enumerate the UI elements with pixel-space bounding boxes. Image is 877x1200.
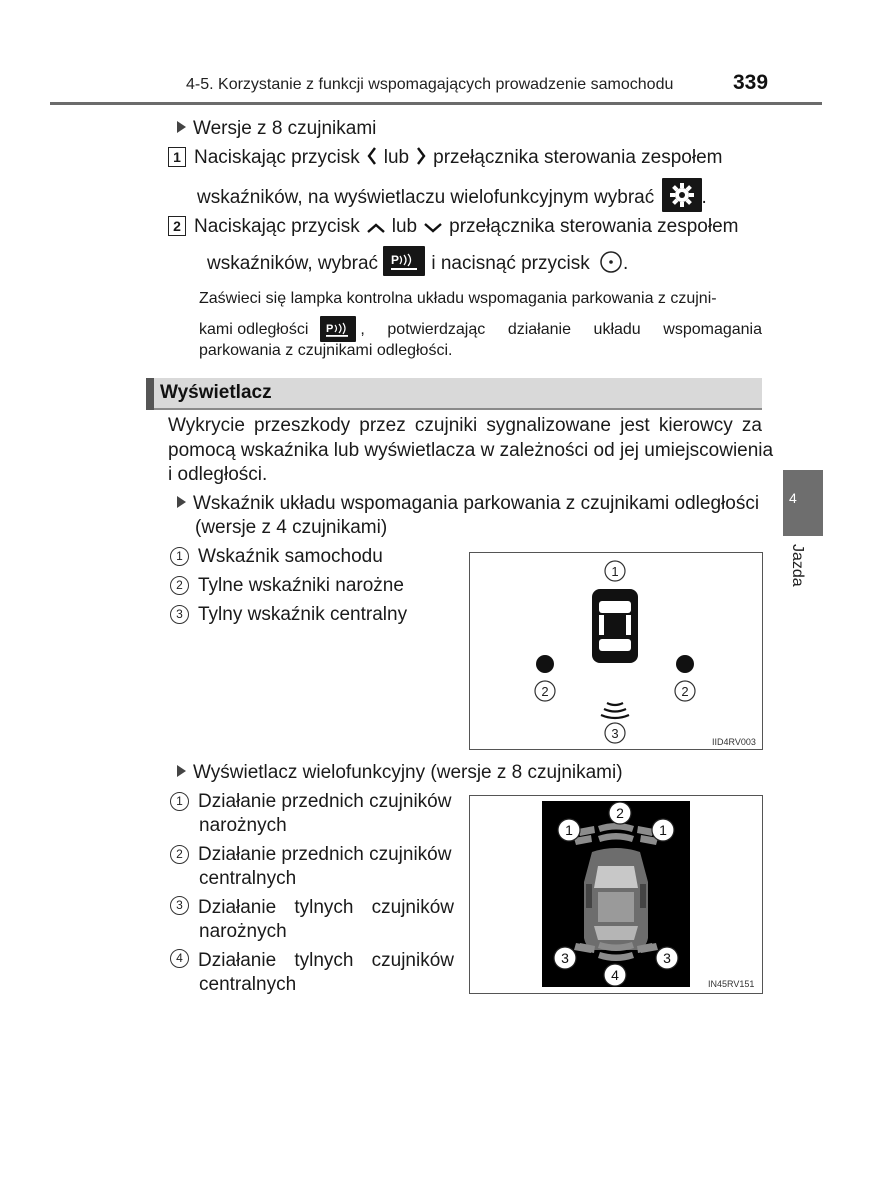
callout-number: 2 xyxy=(170,576,189,595)
parking-sensor-icon xyxy=(320,316,356,342)
svg-text:P: P xyxy=(391,253,400,267)
header-rule xyxy=(50,102,822,105)
multi-display-figure xyxy=(469,795,763,994)
callout-number: 1 xyxy=(170,792,189,811)
settings-gear-icon xyxy=(662,178,702,212)
step-number: 2 xyxy=(168,216,186,236)
callout-number: 4 xyxy=(611,967,619,983)
callout-number: 1 xyxy=(611,564,619,579)
note-line1: Zaświeci się lampka kontrolna układu wspomagania parkowania z czujni- xyxy=(199,290,717,307)
chapter-label: Jazda xyxy=(789,544,806,587)
display-item: 1 Działanie przednich czujników xyxy=(170,790,451,813)
callout-number: 1 xyxy=(565,822,573,838)
section-title: Wyświetlacz xyxy=(160,382,272,403)
ok-button-icon xyxy=(599,250,623,274)
chevron-left-icon xyxy=(366,146,378,166)
callout-number: 2 xyxy=(170,845,189,864)
display-item: 2 Działanie przednich czujników xyxy=(170,843,451,866)
callout-number: 1 xyxy=(659,822,667,838)
figure-code: IID4RV003 xyxy=(712,737,756,747)
step1-line2: wskaźników, na wyświetlaczu wielofunkcyjnym wybrać . xyxy=(197,181,707,215)
callout-number: 4 xyxy=(170,949,189,968)
display-item: 3 Działanie tylnych czujników xyxy=(170,896,454,919)
callout-number: 2 xyxy=(681,684,689,699)
chevron-up-icon xyxy=(366,221,386,235)
intro-line3: i odległości. xyxy=(168,464,268,485)
step-number: 1 xyxy=(168,147,186,167)
triangle-bullet-icon xyxy=(177,121,186,133)
section-marker xyxy=(146,378,154,410)
indicator-item: 3 Tylny wskaźnik centralny xyxy=(170,603,407,626)
figure-code: IN45RV151 xyxy=(708,979,755,989)
svg-text:P: P xyxy=(326,323,334,335)
indicator-item: 1 Wskaźnik samochodu xyxy=(170,545,383,568)
display-item-line2: narożnych xyxy=(199,921,287,942)
display-item-line2: narożnych xyxy=(199,815,287,836)
display-item-line2: centralnych xyxy=(199,868,297,889)
car-indicator-icon xyxy=(592,589,638,663)
chevron-down-icon xyxy=(423,221,443,235)
triangle-bullet-icon xyxy=(177,496,186,508)
step1-line1: 1 Naciskając przycisk lub przełącznika sterowania zespołem xyxy=(168,146,723,169)
callout-number: 2 xyxy=(541,684,549,699)
rear-center-indicator xyxy=(601,703,629,718)
chapter-number: 4 xyxy=(789,490,797,506)
callout-number: 3 xyxy=(611,726,619,741)
rear-corner-indicator xyxy=(536,655,554,673)
intro-line2: pomocą wskaźnika lub wyświetlacza w zależności od jej umiejscowienia xyxy=(168,440,774,461)
indicator-figure xyxy=(469,552,763,750)
callout-number: 3 xyxy=(170,605,189,624)
callout-number: 3 xyxy=(561,950,569,966)
parking-sensor-icon xyxy=(383,246,425,276)
note-line3: parkowania z czujnikami odległości. xyxy=(199,342,453,359)
display-item: 4 Działanie tylnych czujników xyxy=(170,949,454,972)
intro-line1: Wykrycie przeszkody przez czujniki sygnalizowane jest kierowcy za xyxy=(168,415,762,436)
callout-number: 2 xyxy=(616,805,624,821)
chevron-right-icon xyxy=(415,146,427,166)
rear-corner-indicator xyxy=(676,655,694,673)
display-heading: Wyświetlacz wielofunkcyjny (wersje z 8 czujnikami) xyxy=(177,761,623,784)
vehicle-top-view-icon xyxy=(584,848,648,950)
running-header: 4-5. Korzystanie z funkcji wspomagających prowadzenie samochodu xyxy=(186,76,674,93)
callout-number: 1 xyxy=(170,547,189,566)
note-line2: kami odległości P , potwierdzając działanie układu wspomagania xyxy=(199,316,762,342)
step2-line2: wskaźników, wybrać P i nacisnąć przycisk . xyxy=(207,249,628,279)
triangle-bullet-icon xyxy=(177,765,186,777)
callout-number: 3 xyxy=(663,950,671,966)
page-number: 339 xyxy=(733,71,769,94)
indicator-heading: Wskaźnik układu wspomagania parkowania z czujnikami odległości xyxy=(177,492,759,515)
versions-8-heading: Wersje z 8 czujnikami xyxy=(177,117,376,140)
display-item-line2: centralnych xyxy=(199,974,297,995)
indicator-item: 2 Tylne wskaźniki narożne xyxy=(170,574,404,597)
indicator-heading-line2: (wersje z 4 czujnikami) xyxy=(195,517,388,538)
callout-number: 3 xyxy=(170,896,189,915)
step2-line1: 2 Naciskając przycisk lub przełącznika sterowania zespołem xyxy=(168,215,739,238)
